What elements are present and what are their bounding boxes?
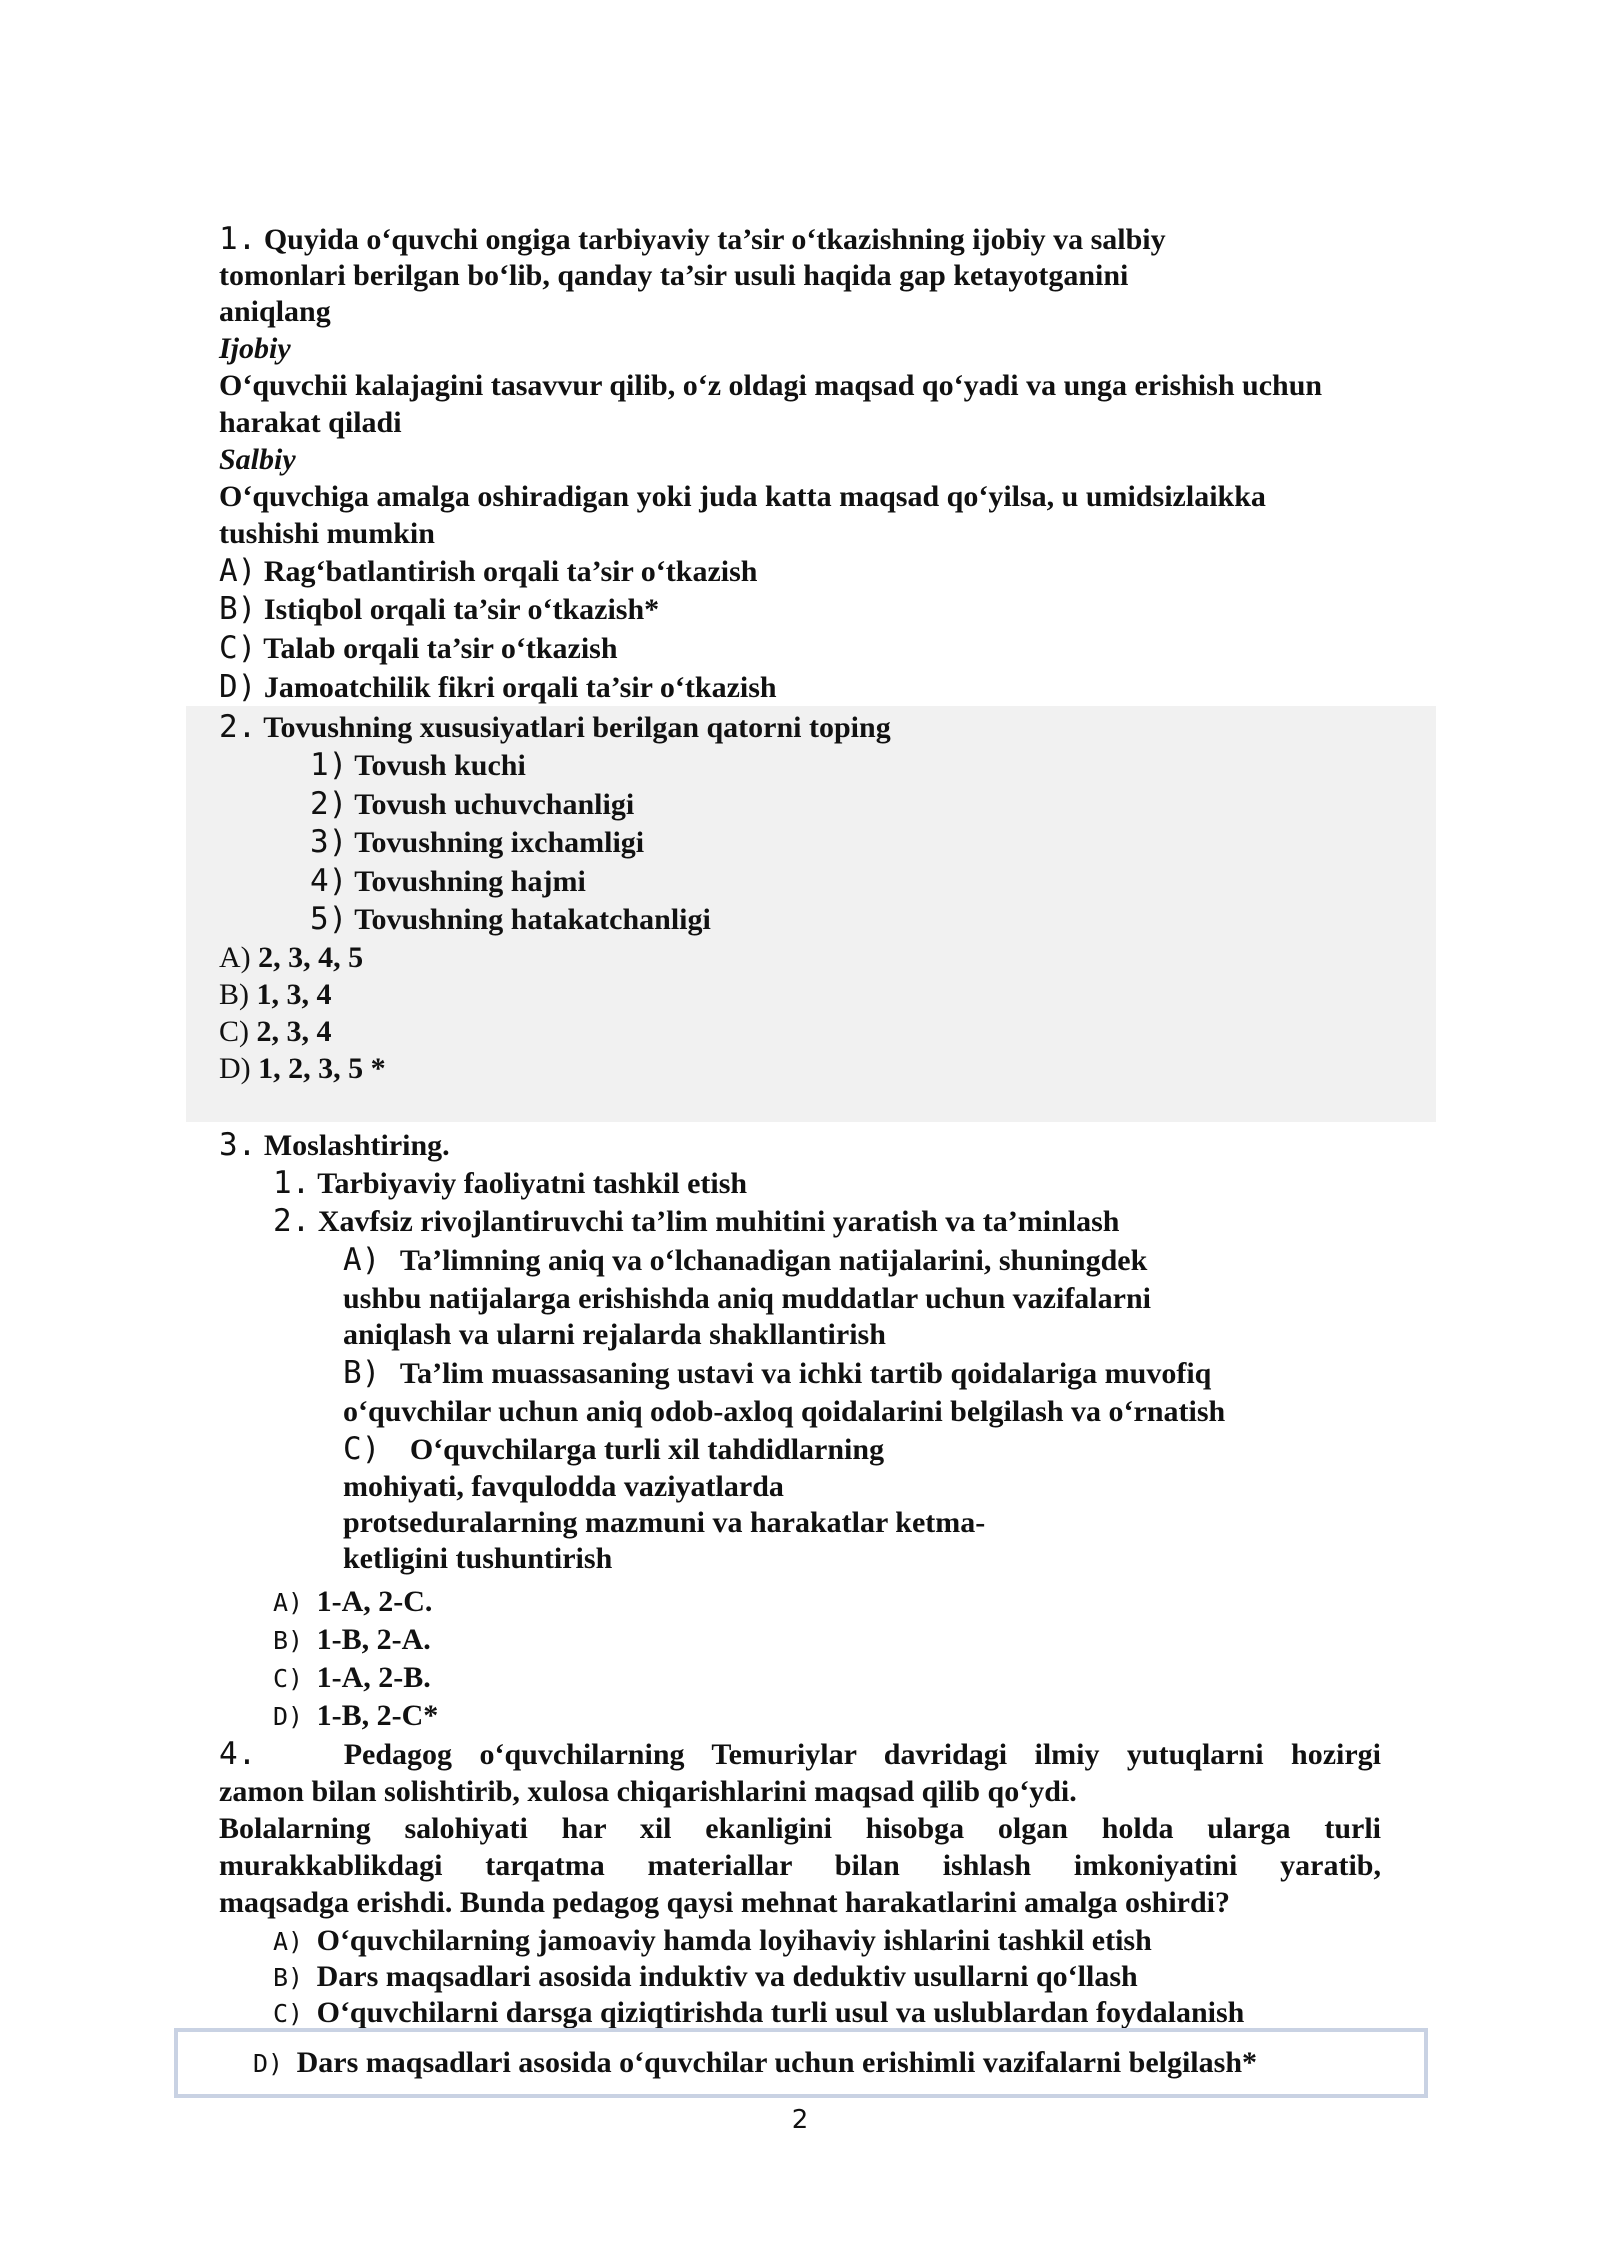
choice-letter: C): [343, 1431, 381, 1467]
option-letter: B): [219, 591, 257, 627]
option-letter: A): [219, 941, 251, 974]
option-letter: B): [219, 978, 249, 1011]
choice-text: Ta’lim muassasaning ustavi va ichki tartib qoidalariga muvofiq: [399, 1357, 1212, 1390]
option-letter: A): [219, 553, 257, 589]
choice-letter: B): [343, 1355, 381, 1391]
question-3-choice-a-line-1: [343, 1242, 1147, 1279]
question-2-item-5: [310, 901, 711, 938]
question-1-stem-line-2: tomonlari berilgan bo‘lib, qanday ta’sir usuli haqida gap ketayotganini: [219, 259, 1129, 292]
question-3-item-1: [273, 1165, 747, 1202]
item-text: Tarbiyaviy faoliyatni tashkil etish: [317, 1167, 748, 1200]
page-number: 2: [791, 2105, 809, 2135]
item-text: Tovushning ixchamligi: [354, 826, 645, 859]
option-letter: C): [273, 1664, 304, 1693]
question-4-option-c[interactable]: [273, 1994, 1244, 2032]
option-text: 1-A, 2-B.: [316, 1661, 431, 1694]
question-1-stem-line-3: aniqlang: [219, 295, 331, 328]
item-number: 2.: [273, 1203, 311, 1239]
question-3-choice-c-line-1: [343, 1431, 884, 1468]
question-3-option-c[interactable]: [273, 1659, 431, 1697]
question-3-choice-c-line-3: protseduralarning mazmuni va harakatlar ketma-: [343, 1506, 986, 1539]
question-1-negative-line-1: O‘quvchiga amalga oshiradigan yoki juda katta maqsad qo‘yilsa, u umidsizlaikka: [219, 480, 1266, 513]
question-3-choice-a-line-2: ushbu natijalarga erishishda aniq muddatlar uchun vazifalarni: [343, 1282, 1151, 1315]
question-1-positive-line-2: harakat qiladi: [219, 406, 402, 439]
option-text: Dars maqsadlari asosida induktiv va deduktiv usullarni qo‘llash: [316, 1960, 1138, 1993]
item-text: Tovushning hajmi: [354, 865, 586, 898]
question-1-stem-text: Quyida o‘quvchi ongiga tarbiyaviy ta’sir o‘tkazishning ijobiy va salbiy: [263, 223, 1166, 256]
item-text: Tovushning hatakatchanligi: [354, 903, 711, 936]
item-text: Tovush uchuvchanligi: [354, 788, 635, 821]
question-3-option-b[interactable]: [273, 1621, 431, 1659]
option-text: Rag‘batlantirish orqali ta’sir o‘tkazish: [263, 555, 758, 588]
question-3-number: 3.: [219, 1127, 257, 1163]
question-2-option-a[interactable]: [219, 939, 363, 976]
question-4-stem-line-2: zamon bilan solishtirib, xulosa chiqarishlarini maqsad qilib qo‘ydi.: [219, 1775, 1077, 1808]
question-2-item-1: [310, 747, 526, 784]
question-4-stem-line-1: [219, 1736, 1381, 1773]
option-letter: A): [273, 1588, 304, 1617]
question-4-option-d[interactable]: [253, 2044, 1257, 2082]
question-1-option-b[interactable]: [219, 591, 659, 628]
question-2-item-4: [310, 863, 586, 900]
question-3-choice-a-line-3: aniqlash va ularni rejalarda shakllantirish: [343, 1318, 886, 1351]
question-2-option-c[interactable]: [219, 1013, 332, 1050]
question-4-stem-line-4: murakkablikdagi tarqatma materiallar bilan ishlash imkoniyatini yaratib,: [219, 1849, 1381, 1882]
item-text: Tovush kuchi: [354, 749, 526, 782]
item-number: 1): [310, 747, 348, 783]
question-2-option-b[interactable]: [219, 976, 332, 1013]
question-3-choice-c-line-2: mohiyati, favqulodda vaziyatlarda: [343, 1470, 784, 1503]
option-letter: D): [253, 2049, 284, 2078]
option-letter: A): [273, 1927, 304, 1956]
question-4-stem-text: Pedagog o‘quvchilarning Temuriylar davridagi ilmiy yutuqlarni hozirgi: [343, 1738, 1382, 1771]
question-3-item-2: [273, 1203, 1120, 1240]
option-text: Istiqbol orqali ta’sir o‘tkazish*: [263, 593, 660, 626]
question-1-option-c[interactable]: [219, 630, 618, 667]
option-letter: B): [273, 1963, 304, 1992]
option-text: 1, 3, 4: [256, 978, 332, 1011]
item-number: 4): [310, 863, 348, 899]
question-1-negative-line-2: tushishi mumkin: [219, 517, 435, 550]
choice-text: O‘quvchilarga turli xil tahdidlarning: [409, 1433, 885, 1466]
option-letter: C): [219, 630, 257, 666]
question-3-choice-b-line-1: [343, 1355, 1211, 1392]
option-text: 2, 3, 4, 5: [258, 941, 364, 974]
option-text: Jamoatchilik fikri orqali ta’sir o‘tkazish: [263, 671, 777, 704]
question-3-choice-b-line-2: o‘quvchilar uchun aniq odob-axloq qoidalarini belgilash va o‘rnatish: [343, 1395, 1226, 1428]
option-letter: D): [273, 1702, 304, 1731]
item-number: 2): [310, 786, 348, 822]
item-number: 3): [310, 824, 348, 860]
question-3-choice-c-line-4: ketligini tushuntirish: [343, 1542, 613, 1575]
option-letter: C): [273, 1999, 304, 2028]
question-1-positive-line-1: O‘quvchii kalajagini tasavvur qilib, o‘z oldagi maqsad qo‘yadi va unga erishish uchun: [219, 369, 1323, 402]
option-letter: B): [273, 1626, 304, 1655]
question-3-option-d[interactable]: [273, 1697, 438, 1735]
question-3-option-a[interactable]: [273, 1583, 432, 1621]
choice-letter: A): [343, 1242, 381, 1278]
question-4-number: 4.: [219, 1736, 257, 1772]
option-text: 2, 3, 4: [256, 1015, 332, 1048]
question-4-stem-line-3: Bolalarning salohiyati har xil ekanligini hisobga olgan holda ularga turli: [219, 1812, 1381, 1845]
item-number: 5): [310, 901, 348, 937]
option-text: 1-B, 2-A.: [316, 1623, 431, 1656]
question-2-option-d[interactable]: [219, 1050, 386, 1087]
question-4-option-a[interactable]: [273, 1922, 1152, 1960]
option-text: 1-A, 2-C.: [316, 1585, 433, 1618]
question-1-number: 1.: [219, 221, 257, 257]
question-1-option-a[interactable]: [219, 553, 757, 590]
option-text: Talab orqali ta’sir o‘tkazish: [263, 632, 618, 665]
question-3-stem-text: Moslashtiring.: [263, 1129, 450, 1162]
option-text: O‘quvchilarni darsga qiziqtirishda turli usul va uslublardan foydalanish: [316, 1996, 1245, 2029]
question-2-number: 2.: [219, 709, 257, 745]
question-1-stem-line-1: [219, 221, 1166, 258]
question-4-stem-line-5: maqsadga erishdi. Bunda pedagog qaysi mehnat harakatlarini amalga oshirdi?: [219, 1886, 1231, 1919]
option-text: Dars maqsadlari asosida o‘quvchilar uchun erishimli vazifalarni belgilash*: [296, 2046, 1258, 2079]
question-3-stem: [219, 1127, 450, 1164]
option-letter: D): [219, 1052, 251, 1085]
question-2-item-3: [310, 824, 644, 861]
question-2-item-2: [310, 786, 634, 823]
question-1-negative-label: Salbiy: [219, 443, 296, 476]
question-1-positive-label: Ijobiy: [219, 332, 291, 365]
question-2-stem: [219, 709, 891, 746]
item-text: Xavfsiz rivojlantiruvchi ta’lim muhitini yaratish va ta’minlash: [317, 1205, 1120, 1238]
question-4-option-b[interactable]: [273, 1958, 1138, 1996]
item-number: 1.: [273, 1165, 311, 1201]
choice-text: Ta’limning aniq va o‘lchanadigan natijalarini, shuningdek: [399, 1244, 1148, 1277]
question-1-option-d[interactable]: [219, 669, 777, 706]
option-letter: D): [219, 669, 257, 705]
option-text: 1, 2, 3, 5 *: [258, 1052, 386, 1085]
question-2-stem-text: Tovushning xususiyatlari berilgan qatorni toping: [263, 711, 891, 744]
option-letter: C): [219, 1015, 249, 1048]
option-text: O‘quvchilarning jamoaviy hamda loyihaviy ishlarini tashkil etish: [316, 1924, 1152, 1957]
option-text: 1-B, 2-C*: [316, 1699, 439, 1732]
